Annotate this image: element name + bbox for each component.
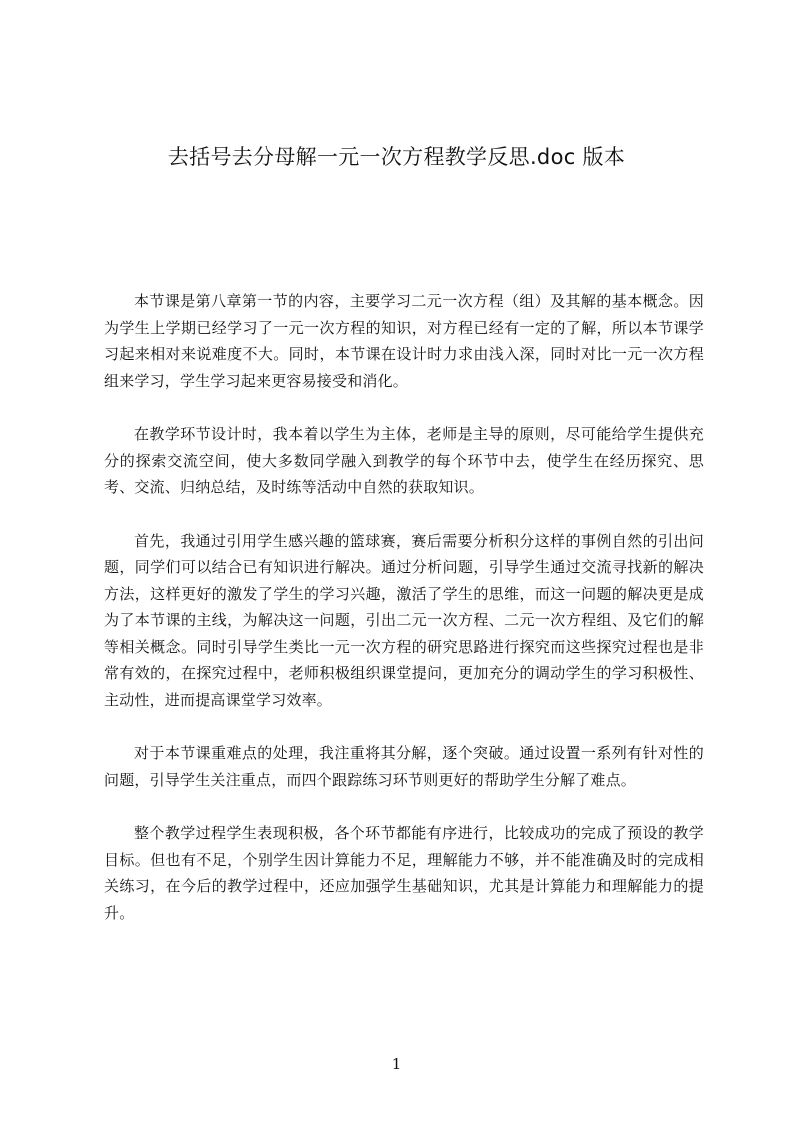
document-body [104,288,704,953]
document-title: 去括号去分母解一元一次方程教学反思.doc 版本 [167,145,626,169]
paragraph-3: 首先，我通过引用学生感兴趣的篮球赛，赛后需要分析积分这样的事例自然的引出问题，同学们可以结合已有知识进行解决。通过分析问题，引导学生通过交流寻找新的解决方法，这样更好的激发了学生的学习兴趣，激活了学生的思维，而这一问题的解决更是成为了本节课的主线，为解决这一问题，引出二元一次方程、二元一次方程组、及它们的解等相关概念。同时引导学生类比一元一次方程的研究思路进行探究而这些探究过程也是非常有效的，在探究过程中，老师积极组织课堂提问，更加充分的调动学生的学习积极性、主动性，进而提高课堂学习效率。 [104,531,704,709]
page-number: 1 [391,1055,402,1073]
paragraph-5: 整个教学过程学生表现积极，各个环节都能有序进行，比较成功的完成了预设的教学目标。但也有不足，个别学生因计算能力不足，理解能力不够，并不能准确及时的完成相关练习，在今后的教学过程中，还应加强学生基础知识，尤其是计算能力和理解能力的提升。 [104,824,704,922]
paragraph-4: 对于本节课重难点的处理，我注重将其分解，逐个突破。通过设置一系列有针对性的问题，引导学生关注重点，而四个跟踪练习环节则更好的帮助学生分解了难点。 [104,744,704,789]
paragraph-1: 本节课是第八章第一节的内容，主要学习二元一次方程（组）及其解的基本概念。因为学生上学期已经学习了一元一次方程的知识，对方程已经有一定的了解，所以本节课学习起来相对来说难度不大。同时，本节课在设计时力求由浅入深，同时对比一元一次方程组来学习，学生学习起来更容易接受和消化。 [104,292,704,390]
paragraph-2: 在教学环节设计时，我本着以学生为主体，老师是主导的原则，尽可能给学生提供充分的探索交流空间，使大多数同学融入到教学的每个环节中去，使学生在经历探究、思考、交流、归纳总结，及时练等活动中自然的获取知识。 [104,425,704,496]
